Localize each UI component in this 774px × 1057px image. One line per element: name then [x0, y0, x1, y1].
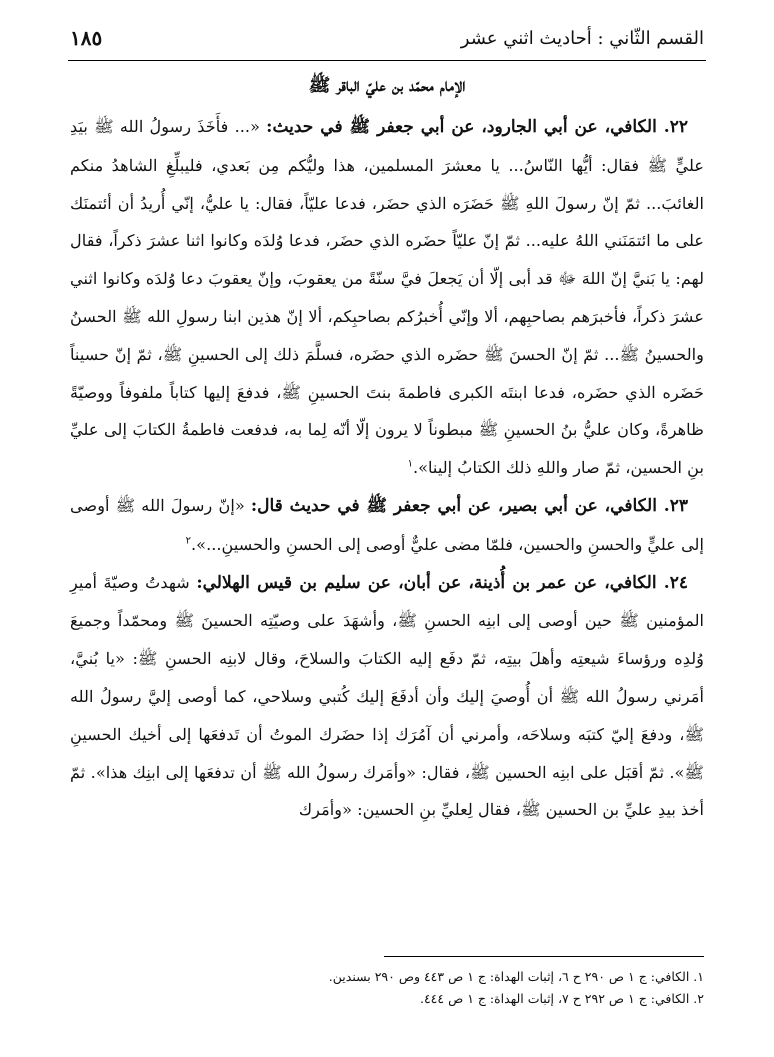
footnotes	[70, 966, 704, 1010]
hadith-23-text: «إنّ رسولَ الله ﷺ أوصى إلى عليٍّ والحسنِ والحسين، فلمّا مضى عليٌّ أوصى إلى الحسنِ والحسينِ...».	[70, 495, 704, 554]
footnote-2: ٢. الكافي: ج ١ ص ٢٩٢ ح ٧، إثبات الهداة: ج ١ ص ٤٤٤.	[419, 991, 704, 1006]
hadith-22-lead: ٢٢. الكافي، عن أبي الجارود، عن أبي جعفر ﷺ في حديث:	[266, 117, 688, 137]
hadith-22-text: «... فأَخَذَ رسولُ الله ﷺ بيَدِ عليٍّ ﷺ فقال: أيُّها النّاسُ... يا معشرَ المسلمين، هذا وليُّكم مِن بَعدي، فليبلِّغِ الشاهدُ منكم الغائبَ... ثمّ إنّ رسولَ اللهِ ﷺ حَضَرَه الذي حضَر، فدعا عليّاً، فقال: يا عليُّ، إنّي أُريدُ أن أئتمنَك على ما ائتمَنَني اللهُ عليه... ثمّ إنّ عليّاً حضَره الذي حضَر، فدعا وُلدَه وكانوا اثنا عشرَ ذكراً، فقال لهم: يا بَنيَّ إنّ اللهَ ﷻ قد أبى إلّا أن يَجعلَ فيَّ سنّةً من يعقوبَ، وإنّ يعقوبَ دعا وُلدَه وكانوا اثني عشرَ ذكراً، فأخبرَهم بصاحبِهم، ألا وإنّي أُخبرُكم بصاحبِكم، ألا إنّ هذين ابنا رسولِ الله ﷺ الحسنُ والحسينُ ﷺ... ثمّ إنّ الحسنَ ﷺ حضَره الذي حضَره، فسلَّمَ ذلك إلى الحسينِ ﷺ، ثمّ إنّ حسيناً حَضَره الذي حضَره، فدعا ابنتَه الكبرى فاطمةَ بنتَ الحسينِ ﷺ، فدفعَ إليها كتاباً ملفوفاً ووصيّةً ظاهرةً، وكان عليُّ بنُ الحسينِ ﷺ مبطوناً لا يرون إلّا أنّه لِما به، فدفعت فاطمةُ الكتابَ إلى عليِّ بنِ الحسين، ثمّ صار واللهِ ذلك الكتابُ إلينا».	[70, 117, 704, 478]
hadith-23-lead: ٢٣. الكافي، عن أبي بصير، عن أبي جعفر ﷺ في حديث قال:	[250, 495, 688, 516]
footnote-1: ١. الكافي: ج ١ ص ٢٩٠ ح ٦، إثبات الهداة: ج ١ ص ٤٤٣ وص ٢٩٠ بسندين.	[328, 969, 704, 984]
running-title: القسم الثّاني : أحاديث اثني عشر	[460, 27, 704, 49]
section-title: الإمام محمّد بن عليّ الباقر ﷺ	[308, 75, 466, 96]
footnote-ref-2: ٢	[185, 535, 192, 547]
footnote-rule	[384, 956, 704, 957]
hadith-22	[70, 108, 704, 487]
page-header	[70, 20, 704, 56]
header-rule	[68, 60, 706, 61]
body-text	[70, 108, 704, 829]
hadith-24-lead: ٢٤. الكافي، عن عمر بن أُذينة، عن أبان، عن سليم بن قيس الهلالي:	[196, 572, 688, 593]
hadith-23	[70, 487, 704, 564]
hadith-24	[70, 564, 704, 830]
page-number: ١٨٥	[70, 26, 103, 50]
hadith-24-text: شهدتُ وصيّةَ أميرِ المؤمنين ﷺ حين أوصى إلى ابنِه الحسنِ ﷺ، وأشهَدَ على وصيّتِه الحسينَ ﷺ ومحمّداً وجميعَ وُلدِه ورؤساءَ شيعتِه وأهلَ بيتِه، ثمّ دفَع إليه الكتابَ والسلاحَ، وقال لابنِه الحسنِ ﷺ: «يا بُنيَّ، أمَرني رسولُ الله ﷺ أن أُوصيَ إليك وأن أدفَعَ إليك كُتبي وسلاحي، كما أوصى إليَّ رسولُ الله ﷺ، ودفعَ إليّ كتبَه وسلاحَه، وأمرني أن آمُرَك إذا حضَرك الموتُ أن تَدفعَها إلى أخيك الحسينِ ﷺ». ثمّ أقبَل على ابنِه الحسين ﷺ، فقال: «وأمَرك رسولُ الله ﷺ أن تدفعَها إلى ابنِك هذا». ثمّ أخذ بيدِ عليِّ بن الحسين ﷺ، فقال لِعليِّ بنِ الحسين: «وأمَرك	[70, 572, 704, 820]
footnote-ref-1: ١	[407, 458, 413, 470]
